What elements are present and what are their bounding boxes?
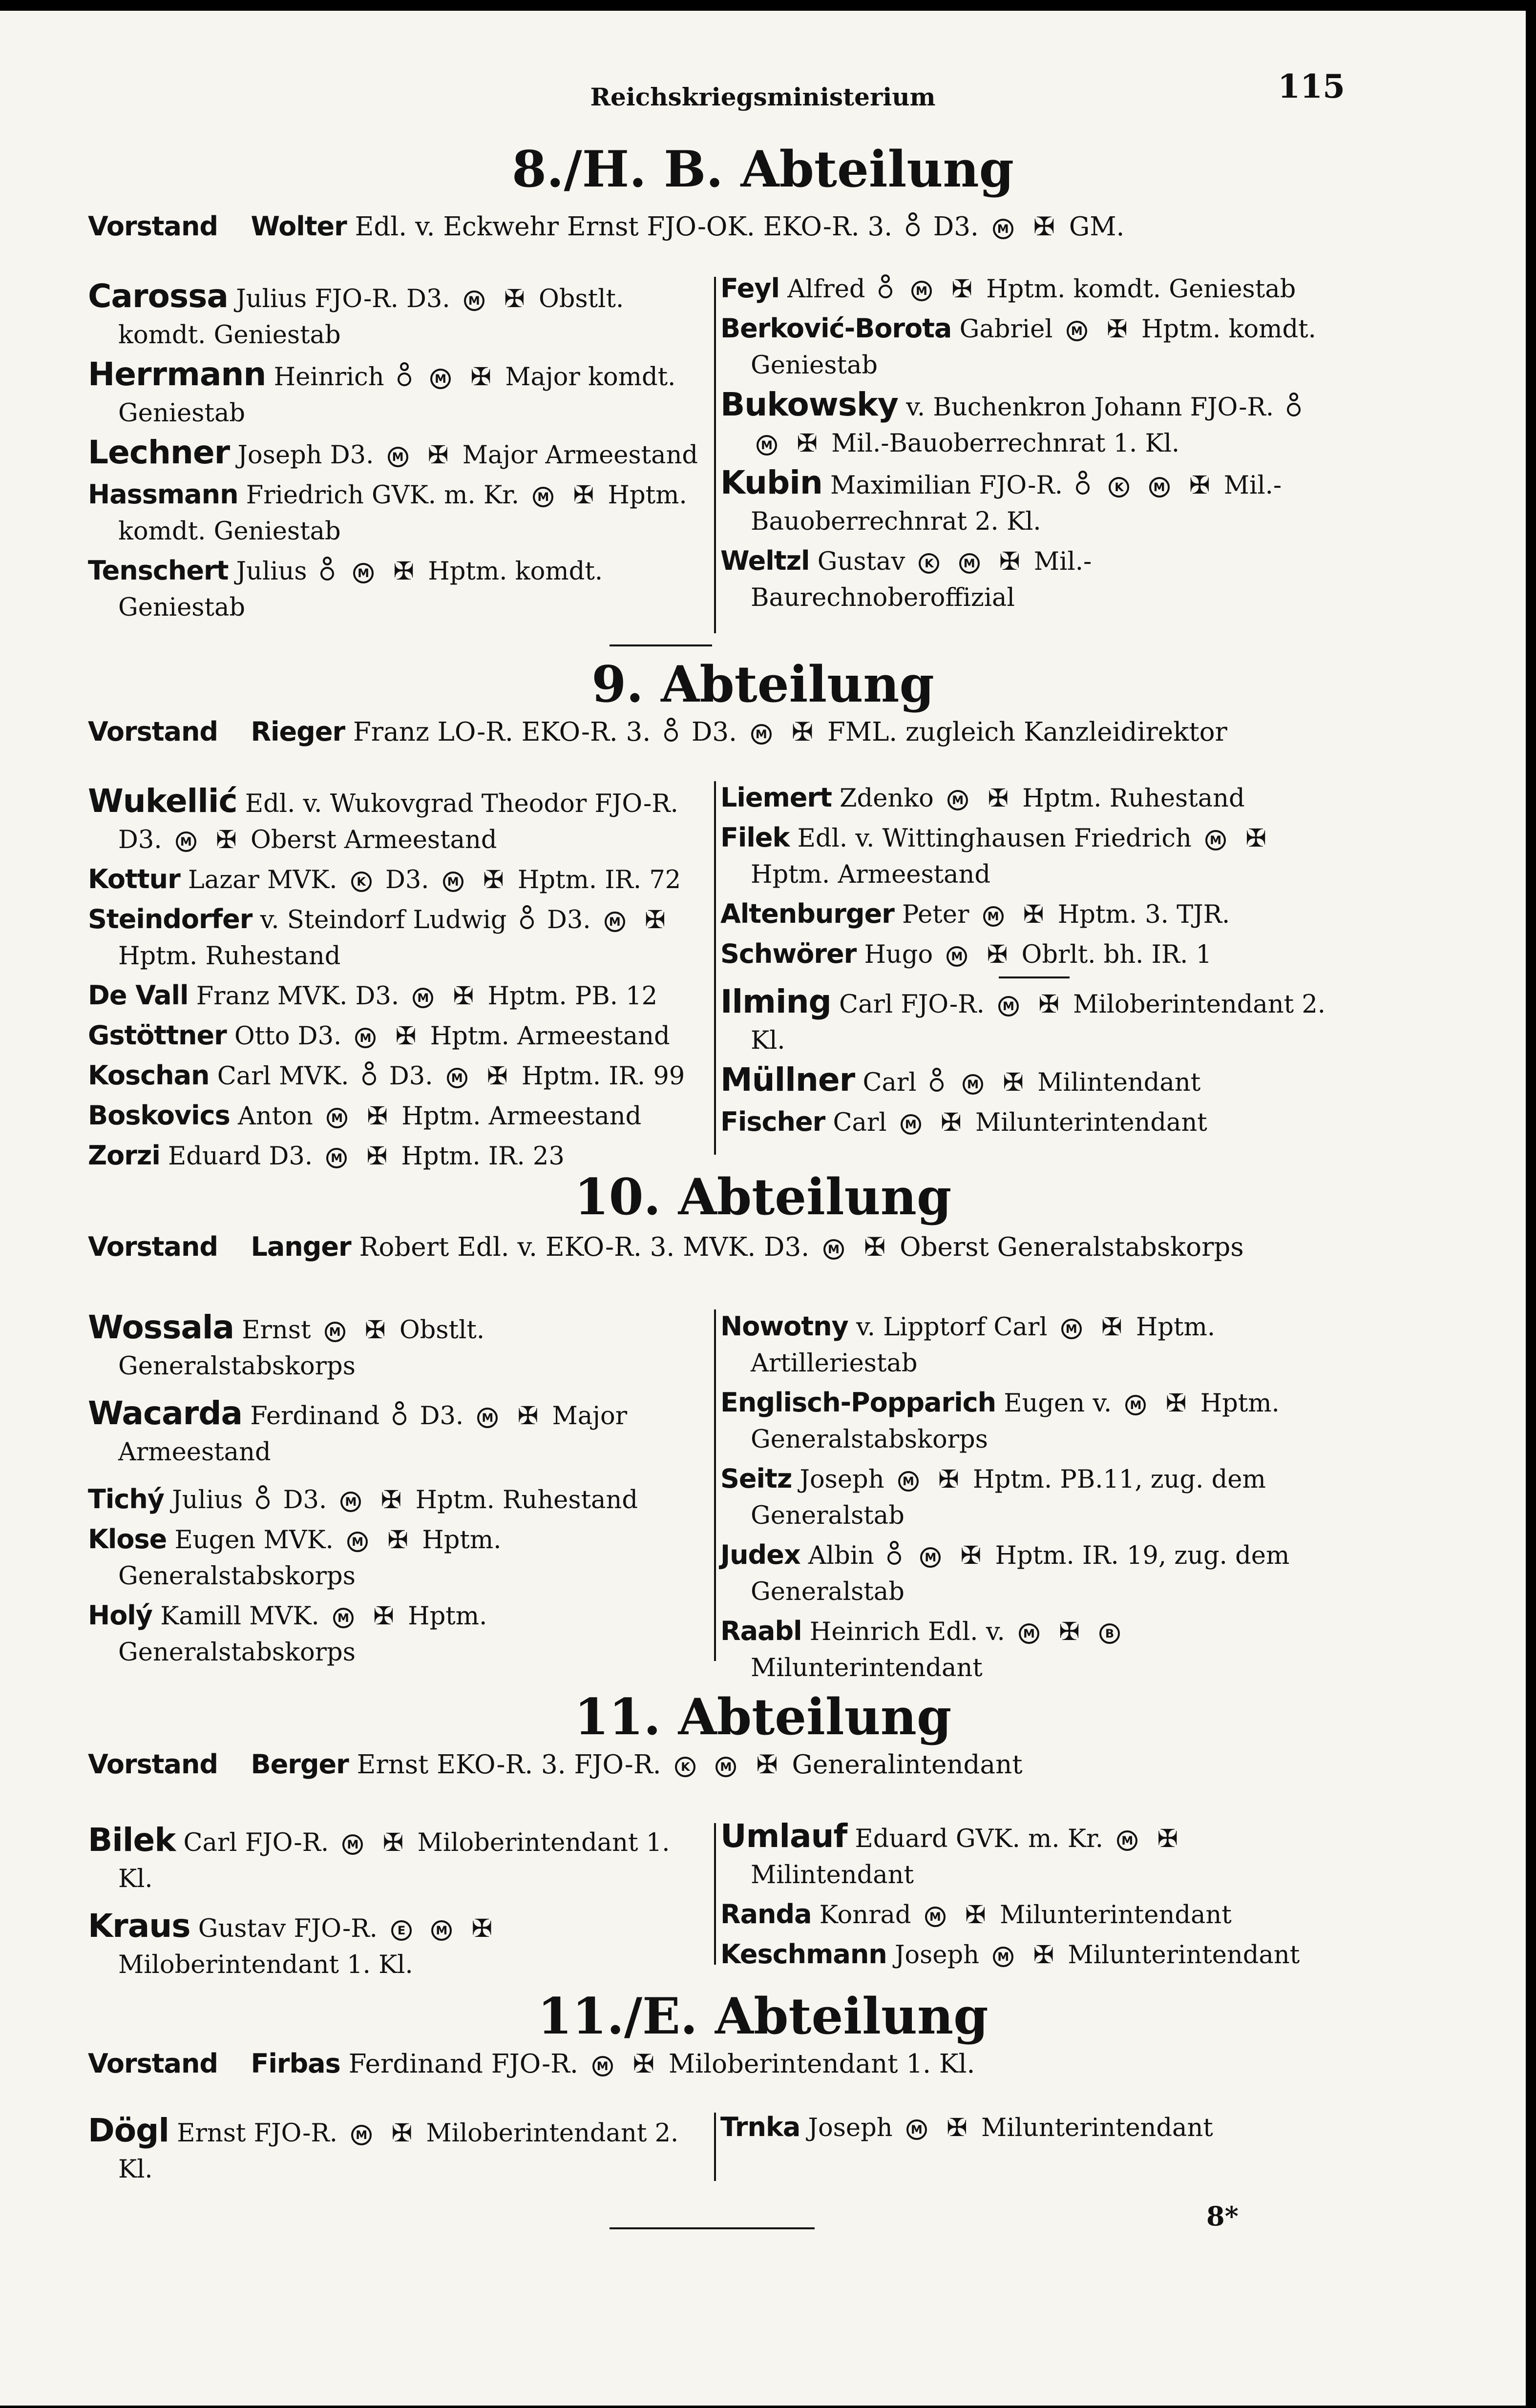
- cross-icon: ✠: [1189, 471, 1210, 500]
- cross-icon: ✠: [941, 1108, 962, 1137]
- circled-m-icon: M: [898, 1471, 919, 1492]
- medal-icon: [878, 275, 893, 304]
- entry-name: Steindorfer: [88, 904, 252, 934]
- circled-m-icon: M: [993, 1947, 1013, 1967]
- cross-icon: ✠: [1059, 1618, 1080, 1646]
- medal-icon: [255, 1486, 270, 1515]
- circled-m-icon: M: [447, 1068, 467, 1088]
- column-divider: [714, 1309, 716, 1661]
- entry-text: Carl M ✠ Milintendant: [863, 1068, 1201, 1097]
- entry: [88, 1309, 704, 1385]
- entry-text: Edl. v. Wukovgrad Theodor FJO-R. D3. M ✠ Oberst Armeestand: [118, 789, 678, 854]
- cross-icon: ✠: [364, 1316, 386, 1345]
- entry-name: Boskovics: [88, 1100, 230, 1131]
- circled-m-icon: M: [342, 1834, 363, 1855]
- entry-text: Julius FJO-R. D3. M ✠ Obstlt. komdt. Geniestab: [118, 285, 624, 350]
- circled-m-icon: M: [823, 1239, 844, 1260]
- entry-text: Anton M ✠ Hptm. Armeestand: [238, 1102, 642, 1131]
- circled-m-icon: M: [959, 553, 980, 574]
- entry-name: Tenschert: [88, 555, 229, 586]
- circled-m-icon: M: [715, 1757, 736, 1777]
- head-label: Vorstand: [88, 1231, 218, 1262]
- entry: [720, 1461, 1346, 1534]
- head-rest: Robert Edl. v. EKO-R. 3. MVK. D3. M ✠ Oberst Generalstabskorps: [359, 1232, 1244, 1262]
- cross-icon: ✠: [1157, 1825, 1178, 1853]
- entry-text: Konrad M ✠ Milunterintendant: [819, 1901, 1232, 1930]
- right-column: [720, 780, 1346, 1144]
- cross-icon: ✠: [1023, 900, 1044, 929]
- cross-icon: ✠: [632, 2049, 655, 2079]
- medal-icon: [392, 1402, 407, 1431]
- entry: [720, 270, 1346, 308]
- entry-name: Dögl: [88, 2112, 169, 2149]
- entry: [88, 1521, 704, 1595]
- entry: [88, 1098, 704, 1135]
- entry: [88, 435, 704, 474]
- entry-name: Klose: [88, 1524, 167, 1555]
- circled-m-icon: M: [906, 2119, 927, 2140]
- entry-name: Umlauf: [720, 1817, 847, 1855]
- cross-icon: ✠: [999, 547, 1020, 576]
- entry-text: Carl FJO-R. M ✠ Miloberintendant 1. Kl.: [118, 1828, 670, 1893]
- column-divider: [714, 277, 716, 633]
- entry-name: Koschan: [88, 1060, 210, 1091]
- entry-name: Seitz: [720, 1463, 792, 1494]
- entry-text: v. Buchenkron Johann FJO-R. M ✠ Mil.-Bauoberrechnrat 1. Kl.: [751, 393, 1306, 458]
- circled-m-icon: M: [333, 1608, 354, 1628]
- cross-icon: ✠: [471, 1914, 493, 1943]
- cross-icon: ✠: [960, 1541, 982, 1570]
- entry-text: Ernst M ✠ Obstlt. Generalstabskorps: [118, 1316, 485, 1381]
- circled-m-icon: M: [993, 219, 1013, 239]
- circled-m-icon: M: [351, 2125, 372, 2145]
- entry: [88, 2113, 704, 2188]
- entry-text: Maximilian FJO-R. K M ✠ Mil.-Bauoberrechnrat 2. Kl.: [751, 471, 1282, 536]
- circled-b-icon: B: [1099, 1623, 1120, 1644]
- section-rule: [610, 644, 712, 646]
- entry-name: Weltzl: [720, 545, 810, 576]
- circled-m-icon: M: [533, 487, 553, 507]
- entry: [720, 2109, 1346, 2146]
- entry: [88, 1598, 704, 1671]
- cross-icon: ✠: [756, 1750, 778, 1780]
- left-column: [88, 278, 704, 629]
- cross-icon: ✠: [366, 1142, 388, 1171]
- circled-m-icon: M: [1067, 321, 1087, 341]
- entry-name: Fischer: [720, 1106, 825, 1137]
- entry-name: Filek: [720, 822, 790, 853]
- circled-m-icon: M: [355, 1028, 376, 1048]
- medal-icon: [520, 906, 534, 934]
- entry-text: Ernst FJO-R. M ✠ Miloberintendant 2. Kl.: [118, 2119, 679, 2184]
- circled-m-icon: M: [925, 1907, 946, 1927]
- section-title: 10. Abteilung: [574, 1168, 952, 1226]
- circled-m-icon: M: [1019, 1623, 1039, 1644]
- entry-name: Kraus: [88, 1907, 190, 1945]
- entry-name: Bilek: [88, 1821, 176, 1859]
- head-rest: Franz LO-R. EKO-R. 3. D3. M ✠ FML. zugleich Kanzleidirektor: [353, 717, 1227, 747]
- circled-m-icon: M: [1061, 1319, 1082, 1339]
- entry: [720, 311, 1346, 384]
- entry-name: Raabl: [720, 1616, 802, 1646]
- entry-name: Müllner: [720, 1061, 855, 1099]
- entry-text: Hugo M ✠ Obrlt. bh. IR. 1: [864, 940, 1212, 969]
- entry: [720, 1062, 1346, 1101]
- circled-m-icon: M: [998, 996, 1019, 1017]
- end-rule: [610, 2227, 815, 2229]
- section-title: 9. Abteilung: [591, 655, 934, 714]
- cross-icon: ✠: [1033, 212, 1055, 242]
- circled-m-icon: M: [963, 1074, 983, 1095]
- signature-mark: 8*: [1206, 2200, 1239, 2232]
- entry: [720, 465, 1346, 540]
- head-name: Firbas: [251, 2048, 340, 2079]
- entry-text: Joseph M ✠ Milunterintendant: [894, 1941, 1300, 1970]
- section-title: 11./E. Abteilung: [537, 1987, 989, 2046]
- section-title: 11. Abteilung: [574, 1688, 952, 1746]
- entry: [720, 1385, 1346, 1458]
- circled-m-icon: M: [1149, 477, 1170, 498]
- section-head: [88, 1229, 1455, 1266]
- entry-text: Heinrich M ✠ Major komdt. Geniestab: [118, 363, 676, 428]
- circled-k-icon: K: [1109, 477, 1129, 498]
- entry-name: Englisch-Popparich: [720, 1387, 996, 1418]
- entry-text: Friedrich GVK. m. Kr. M ✠ Hptm. komdt. Geniestab: [118, 481, 687, 546]
- cross-icon: ✠: [987, 940, 1008, 969]
- cross-icon: ✠: [573, 481, 594, 510]
- inner-rule: [999, 976, 1070, 978]
- entry-text: Kamill MVK. M ✠ Hptm. Generalstabskorps: [118, 1602, 487, 1667]
- medal-icon: [1075, 471, 1090, 500]
- cross-icon: ✠: [504, 285, 525, 313]
- cross-icon: ✠: [427, 441, 449, 470]
- right-column: [720, 2109, 1346, 2149]
- circled-m-icon: M: [751, 724, 772, 745]
- entry-text: Eugen v. M ✠ Hptm. Generalstabskorps: [751, 1389, 1280, 1454]
- entry: [88, 1395, 704, 1471]
- circled-m-icon: M: [325, 1322, 345, 1342]
- entry-text: Ferdinand D3. M ✠ Major Armeestand: [118, 1402, 628, 1467]
- circled-k-icon: K: [919, 553, 939, 574]
- circled-m-icon: M: [464, 291, 484, 311]
- entry: [88, 1908, 704, 1983]
- cross-icon: ✠: [863, 1232, 886, 1262]
- entry: [88, 278, 704, 353]
- entry: [88, 1017, 704, 1055]
- circled-k-icon: K: [351, 872, 372, 892]
- head-name: Wolter: [251, 211, 347, 242]
- cross-icon: ✠: [951, 275, 972, 304]
- cross-icon: ✠: [797, 429, 818, 458]
- page-number: 115: [1278, 67, 1345, 105]
- entry-name: Lechner: [88, 434, 230, 471]
- entry-name: Kottur: [88, 864, 180, 894]
- entry-name: Gstöttner: [88, 1020, 227, 1051]
- circled-m-icon: M: [920, 1547, 941, 1568]
- circled-e-icon: E: [391, 1920, 412, 1941]
- circled-m-icon: M: [353, 563, 374, 583]
- entry-name: Berković-Borota: [720, 313, 952, 344]
- entry-text: Zdenko M ✠ Hptm. Ruhestand: [840, 784, 1245, 813]
- entry-text: Gabriel M ✠ Hptm. komdt. Geniestab: [751, 315, 1316, 380]
- entry: [88, 861, 704, 898]
- entry-name: Tichý: [88, 1484, 164, 1515]
- entry-text: Joseph M ✠ Milunterintendant: [808, 2114, 1213, 2142]
- entry-name: Herrmann: [88, 355, 266, 393]
- cross-icon: ✠: [391, 2119, 413, 2148]
- circled-m-icon: M: [430, 369, 451, 389]
- circled-m-icon: M: [911, 281, 932, 301]
- circled-m-icon: M: [1205, 830, 1226, 851]
- circled-m-icon: M: [947, 790, 968, 810]
- entry-name: Kubin: [720, 464, 822, 501]
- head-label: Vorstand: [88, 1749, 218, 1780]
- cross-icon: ✠: [453, 982, 474, 1011]
- circled-m-icon: M: [326, 1148, 347, 1168]
- running-title: Reichskriegsministerium: [590, 83, 936, 111]
- entry-name: Liemert: [720, 782, 832, 813]
- left-column: [88, 1309, 704, 1674]
- entry: [720, 1308, 1346, 1382]
- entry-text: v. Steindorf Ludwig D3. M ✠ Hptm. Ruhestand: [118, 906, 666, 971]
- cross-icon: ✠: [1033, 1941, 1054, 1970]
- medal-icon: [929, 1068, 944, 1097]
- circled-m-icon: M: [443, 872, 463, 892]
- entry-name: Altenburger: [720, 898, 894, 929]
- entry-text: Carl M ✠ Milunterintendant: [833, 1108, 1207, 1137]
- medal-icon: [320, 557, 335, 586]
- entry: [88, 1058, 704, 1095]
- entry: [88, 977, 704, 1015]
- circled-m-icon: M: [592, 2056, 613, 2076]
- entry-name: Zorzi: [88, 1140, 160, 1171]
- entry-text: Julius D3. M ✠ Hptm. Ruhestand: [172, 1486, 638, 1515]
- left-column: [88, 1822, 704, 1986]
- cross-icon: ✠: [387, 1526, 409, 1555]
- cross-icon: ✠: [483, 866, 504, 894]
- head-name: Berger: [251, 1749, 349, 1780]
- medal-icon: [397, 363, 412, 392]
- right-column: [720, 1308, 1346, 1689]
- entry-name: Carossa: [88, 277, 228, 315]
- head-rest: Edl. v. Eckwehr Ernst FJO-OK. EKO-R. 3. D3. M ✠ GM.: [355, 212, 1125, 242]
- cross-icon: ✠: [1038, 990, 1059, 1019]
- cross-icon: ✠: [1107, 315, 1128, 344]
- medal-icon: [905, 212, 920, 242]
- entry: [88, 901, 704, 975]
- entry-text: Carl MVK. D3. M ✠ Hptm. IR. 99: [217, 1062, 685, 1091]
- entry-name: Feyl: [720, 273, 780, 304]
- circled-m-icon: M: [1125, 1395, 1146, 1415]
- cross-icon: ✠: [380, 1486, 402, 1515]
- entry: [720, 780, 1346, 817]
- entry: [720, 1537, 1346, 1610]
- circled-m-icon: M: [340, 1492, 361, 1512]
- entry-name: Judex: [720, 1539, 800, 1570]
- left-column: [88, 783, 704, 1178]
- entry-text: Eugen MVK. M ✠ Hptm. Generalstabskorps: [118, 1526, 502, 1591]
- entry-name: Bukowsky: [720, 386, 898, 423]
- cross-icon: ✠: [988, 784, 1009, 813]
- entry-text: v. Lipptorf Carl M ✠ Hptm. Artilleriestab: [751, 1313, 1216, 1378]
- entry-text: Gustav K M ✠ Mil.-Baurechnoberofizial: [751, 547, 1092, 612]
- circled-m-icon: M: [1117, 1830, 1137, 1851]
- entry-text: Gustav FJO-R. E M ✠ Miloberintendant 1. Kl.: [118, 1914, 493, 1979]
- entry-name: Keschmann: [720, 1939, 887, 1970]
- section-head: [88, 208, 1455, 245]
- column-divider: [714, 781, 716, 1155]
- entry-name: Randa: [720, 1899, 812, 1930]
- circled-m-icon: M: [983, 906, 1004, 927]
- entry: [720, 896, 1346, 933]
- circled-m-icon: M: [347, 1532, 368, 1552]
- entry: [88, 356, 704, 432]
- entry-text: Otto D3. M ✠ Hptm. Armeestand: [234, 1022, 670, 1051]
- cross-icon: ✠: [791, 717, 814, 747]
- column-divider: [714, 1823, 716, 1965]
- head-name: Langer: [251, 1231, 351, 1262]
- entry-text: Heinrich Edl. v. M ✠ B Milunterintendant: [751, 1618, 1126, 1682]
- entry-name: Schwörer: [720, 938, 857, 969]
- right-column: [720, 1818, 1346, 1976]
- entry: [720, 936, 1346, 973]
- entry-text: Edl. v. Wittinghausen Friedrich M ✠ Hptm. Armeestand: [751, 824, 1267, 889]
- entry-text: Albin M ✠ Hptm. IR. 19, zug. dem Generalstab: [751, 1541, 1290, 1606]
- head-rest: Ferdinand FJO-R. M ✠ Miloberintendant 1. Kl.: [348, 2049, 975, 2079]
- entry: [88, 553, 704, 626]
- cross-icon: ✠: [393, 557, 414, 586]
- medal-icon: [1286, 393, 1301, 422]
- section-head: [88, 2046, 1455, 2082]
- entry-name: Ilming: [720, 983, 831, 1020]
- entry-name: Wossala: [88, 1308, 234, 1346]
- entry: [720, 387, 1346, 462]
- medal-icon: [362, 1062, 377, 1091]
- column-divider: [714, 2113, 716, 2181]
- cross-icon: ✠: [367, 1102, 388, 1131]
- entry-text: Joseph M ✠ Hptm. PB.11, zug. dem Generalstab: [751, 1465, 1266, 1530]
- section-title: 8./H. B. Abteilung: [512, 140, 1014, 199]
- entry: [88, 1481, 704, 1518]
- section-head: [88, 714, 1455, 750]
- cross-icon: ✠: [1003, 1068, 1024, 1097]
- head-label: Vorstand: [88, 716, 218, 747]
- circled-m-icon: M: [901, 1114, 921, 1135]
- entry-name: Wukellić: [88, 782, 237, 820]
- entry-name: De Vall: [88, 980, 189, 1011]
- entry: [720, 543, 1346, 616]
- circled-m-icon: M: [757, 435, 777, 456]
- circled-m-icon: M: [947, 946, 967, 967]
- right-column: [720, 270, 1346, 619]
- circled-m-icon: M: [605, 912, 625, 932]
- entry-name: Holý: [88, 1600, 153, 1631]
- cross-icon: ✠: [486, 1062, 508, 1091]
- cross-icon: ✠: [947, 2114, 968, 2142]
- entry: [88, 1822, 704, 1897]
- head-label: Vorstand: [88, 211, 218, 242]
- entry-name: Nowotny: [720, 1311, 848, 1342]
- head-name: Rieger: [251, 716, 345, 747]
- circled-m-icon: M: [388, 447, 408, 467]
- entry: [720, 1936, 1346, 1973]
- entry-text: Eduard D3. M ✠ Hptm. IR. 23: [168, 1142, 565, 1171]
- entry-text: Alfred M ✠ Hptm. komdt. Geniestab: [787, 275, 1296, 304]
- circled-k-icon: K: [675, 1757, 695, 1777]
- entry-name: Hassmann: [88, 479, 238, 510]
- head-rest: Ernst EKO-R. 3. FJO-R. K M ✠ Generalintendant: [357, 1750, 1023, 1780]
- entry: [720, 1896, 1346, 1933]
- cross-icon: ✠: [1165, 1389, 1187, 1418]
- entry: [720, 1613, 1346, 1686]
- entry-text: Franz MVK. D3. M ✠ Hptm. PB. 12: [196, 982, 658, 1011]
- entry: [720, 1104, 1346, 1141]
- cross-icon: ✠: [382, 1828, 404, 1857]
- circled-m-icon: M: [431, 1920, 452, 1941]
- cross-icon: ✠: [216, 826, 237, 854]
- entry-text: Eduard GVK. m. Kr. M ✠ Milintendant: [751, 1825, 1178, 1889]
- entry: [720, 820, 1346, 893]
- medal-icon: [887, 1541, 902, 1570]
- head-label: Vorstand: [88, 2048, 218, 2079]
- entry: [720, 984, 1346, 1059]
- circled-m-icon: M: [327, 1108, 347, 1128]
- left-column: [88, 2113, 704, 2191]
- cross-icon: ✠: [470, 363, 491, 392]
- entry-text: Joseph D3. M ✠ Major Armeestand: [237, 441, 698, 470]
- section-head: [88, 1746, 1455, 1783]
- entry-name: Wacarda: [88, 1394, 242, 1432]
- entry-text: Carl FJO-R. M ✠ Miloberintendant 2. Kl.: [751, 990, 1326, 1055]
- entry-text: Peter M ✠ Hptm. 3. TJR.: [902, 900, 1230, 929]
- cross-icon: ✠: [938, 1465, 959, 1494]
- entry: [88, 477, 704, 550]
- cross-icon: ✠: [517, 1402, 539, 1431]
- medal-icon: [664, 717, 678, 747]
- circled-m-icon: M: [176, 831, 196, 852]
- cross-icon: ✠: [644, 906, 666, 934]
- entry-name: Trnka: [720, 2112, 800, 2142]
- cross-icon: ✠: [965, 1901, 986, 1930]
- entry: [720, 1818, 1346, 1893]
- cross-icon: ✠: [1245, 824, 1267, 853]
- entry: [88, 783, 704, 858]
- document-page: [0, 11, 1526, 2406]
- cross-icon: ✠: [1101, 1313, 1122, 1342]
- cross-icon: ✠: [373, 1602, 394, 1631]
- entry-text: Lazar MVK. K D3. M ✠ Hptm. IR. 72: [188, 866, 681, 894]
- circled-m-icon: M: [477, 1408, 498, 1428]
- entry-text: Julius M ✠ Hptm. komdt. Geniestab: [118, 557, 603, 622]
- cross-icon: ✠: [395, 1022, 417, 1051]
- circled-m-icon: M: [413, 988, 433, 1008]
